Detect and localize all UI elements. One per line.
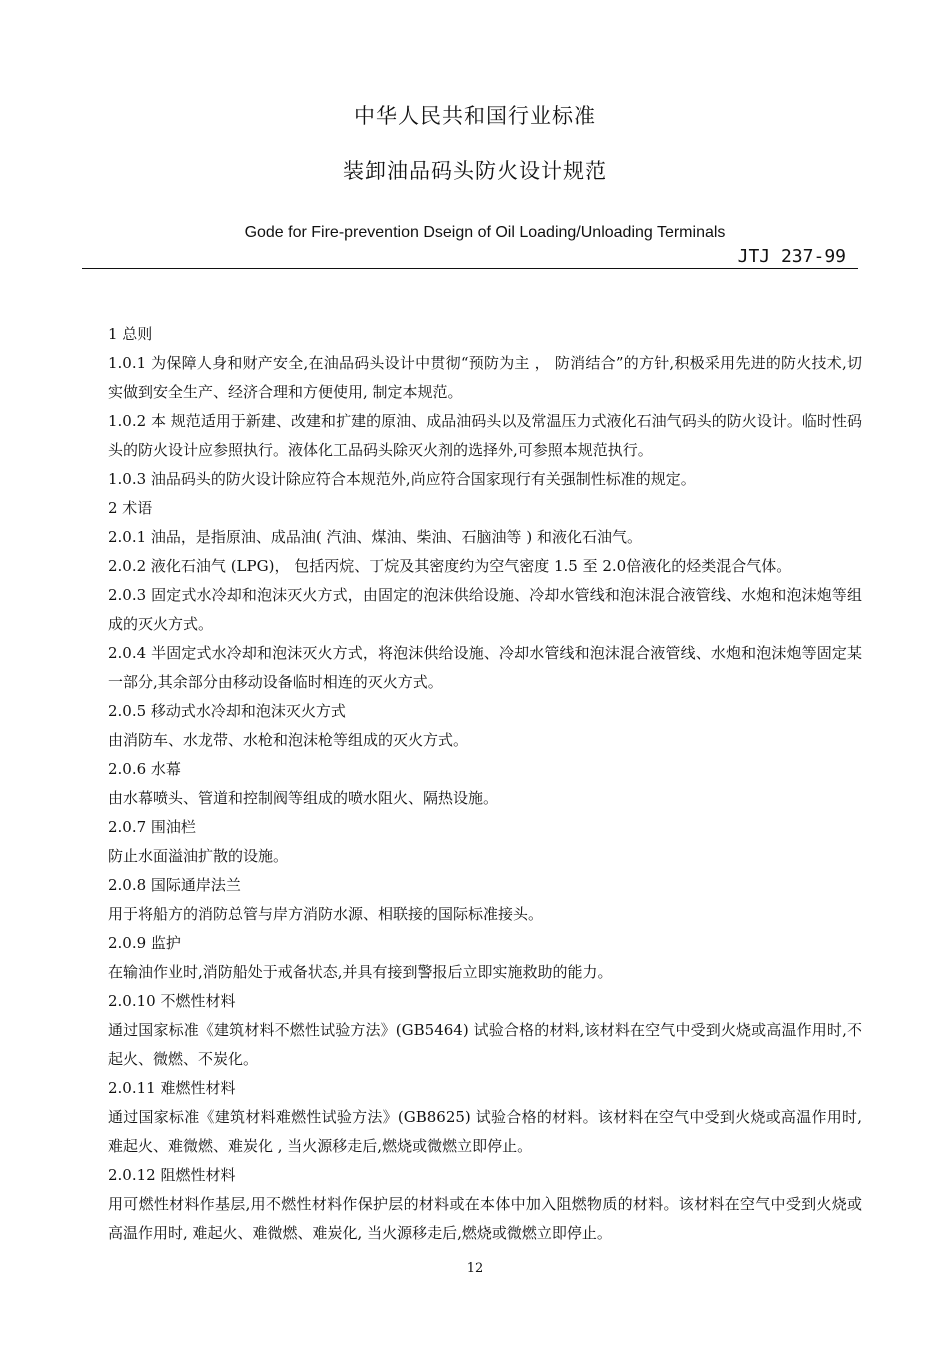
- clause-2-0-1: 2.0.1 油品，是指原油、成品油( 汽油、煤油、柴油、石脑油等 ) 和液化石油气。: [108, 528, 642, 546]
- clause-2-0-5-definition: 由消防车、水龙带、水枪和泡沫枪等组成的灭火方式。: [108, 731, 469, 749]
- clause-2-0-4: 2.0.4 半固定式水冷却和泡沫灭火方式，将泡沫供给设施、冷却水管线和泡沫混合液管线、水炮和泡沫炮等固定某一部分,其余部分由移动设备临时相连的灭火方式。: [108, 644, 862, 691]
- clause-2-0-9-definition: 在输油作业时,消防船处于戒备状态,并具有接到警报后立即实施救助的能力。: [108, 963, 613, 981]
- page-number: 12: [466, 1261, 484, 1276]
- clause-2-0-2: 2.0.2 液化石油气 (LPG)， 包括丙烷、丁烷及其密度约为空气密度 1.5 至 2.0倍液化的烃类混合气体。: [108, 557, 792, 575]
- document-title: 装卸油品码头防火设计规范: [343, 159, 607, 183]
- clause-2-0-6-definition: 由水幕喷头、管道和控制阀等组成的喷水阻火、隔热设施。: [108, 789, 499, 807]
- section-heading-general: 1 总则: [108, 325, 153, 343]
- document-body: [108, 320, 862, 1248]
- clause-2-0-10-definition: 通过国家标准《建筑材料不燃性试验方法》(GB5464) 试验合格的材料,该材料在空气中受到火烧或高温作用时,不起火、微燃、不炭化。: [108, 1021, 862, 1068]
- clause-2-0-5-term: 2.0.5 移动式水冷却和泡沫灭火方式: [108, 702, 346, 720]
- header-divider: [82, 268, 858, 269]
- clause-2-0-12-term: 2.0.12 阻燃性材料: [108, 1166, 236, 1184]
- clause-2-0-8-definition: 用于将船方的消防总管与岸方消防水源、相联接的国际标准接头。: [108, 905, 544, 923]
- standard-code: JTJ 237-99: [737, 246, 846, 267]
- clause-2-0-11-term: 2.0.11 难燃性材料: [108, 1079, 236, 1097]
- clause-1-0-2: 1.0.2 本 规范适用于新建、改建和扩建的原油、成品油码头以及常温压力式液化石油气码头的防火设计。临时性码头的防火设计应参照执行。液体化工品码头除灭火剂的选择外,可参照本规范执行。: [108, 412, 862, 459]
- english-title: Gode for Fire-prevention Dseign of Oil Loading/Unloading Terminals: [244, 224, 726, 241]
- clause-2-0-12-definition: 用可燃性材料作基层,用不燃性材料作保护层的材料或在本体中加入阻燃物质的材料。该材料在空气中受到火烧或高温作用时, 难起火、难微燃、难炭化, 当火源移走后,燃烧或微燃立即停止。: [108, 1195, 862, 1242]
- clause-1-0-3: 1.0.3 油品码头的防火设计除应符合本规范外,尚应符合国家现行有关强制性标准的规定。: [108, 470, 696, 488]
- clause-2-0-3: 2.0.3 固定式水冷却和泡沫灭火方式，由固定的泡沫供给设施、冷却水管线和泡沫混合液管线、水炮和泡沫炮等组成的灭火方式。: [108, 586, 862, 633]
- clause-2-0-9-term: 2.0.9 监护: [108, 934, 181, 952]
- clause-2-0-6-term: 2.0.6 水幕: [108, 760, 181, 778]
- clause-2-0-7-definition: 防止水面溢油扩散的设施。: [108, 847, 289, 865]
- section-heading-terms: 2 术语: [108, 499, 153, 517]
- clause-2-0-7-term: 2.0.7 围油栏: [108, 818, 196, 836]
- standard-category: 中华人民共和国行业标准: [354, 104, 596, 128]
- clause-1-0-1: 1.0.1 为保障人身和财产安全,在油品码头设计中贯彻“预防为主 ， 防消结合”的方针,积极采用先进的防火技术,切实做到安全生产、经济合理和方便使用, 制定本规范。: [108, 354, 862, 401]
- clause-2-0-10-term: 2.0.10 不燃性材料: [108, 992, 236, 1010]
- clause-2-0-11-definition: 通过国家标准《建筑材料难燃性试验方法》(GB8625) 试验合格的材料。该材料在空气中受到火烧或高温作用时, 难起火、难微燃、难炭化 , 当火源移走后,燃烧或微燃立即停止。: [108, 1108, 862, 1155]
- clause-2-0-8-term: 2.0.8 国际通岸法兰: [108, 876, 241, 894]
